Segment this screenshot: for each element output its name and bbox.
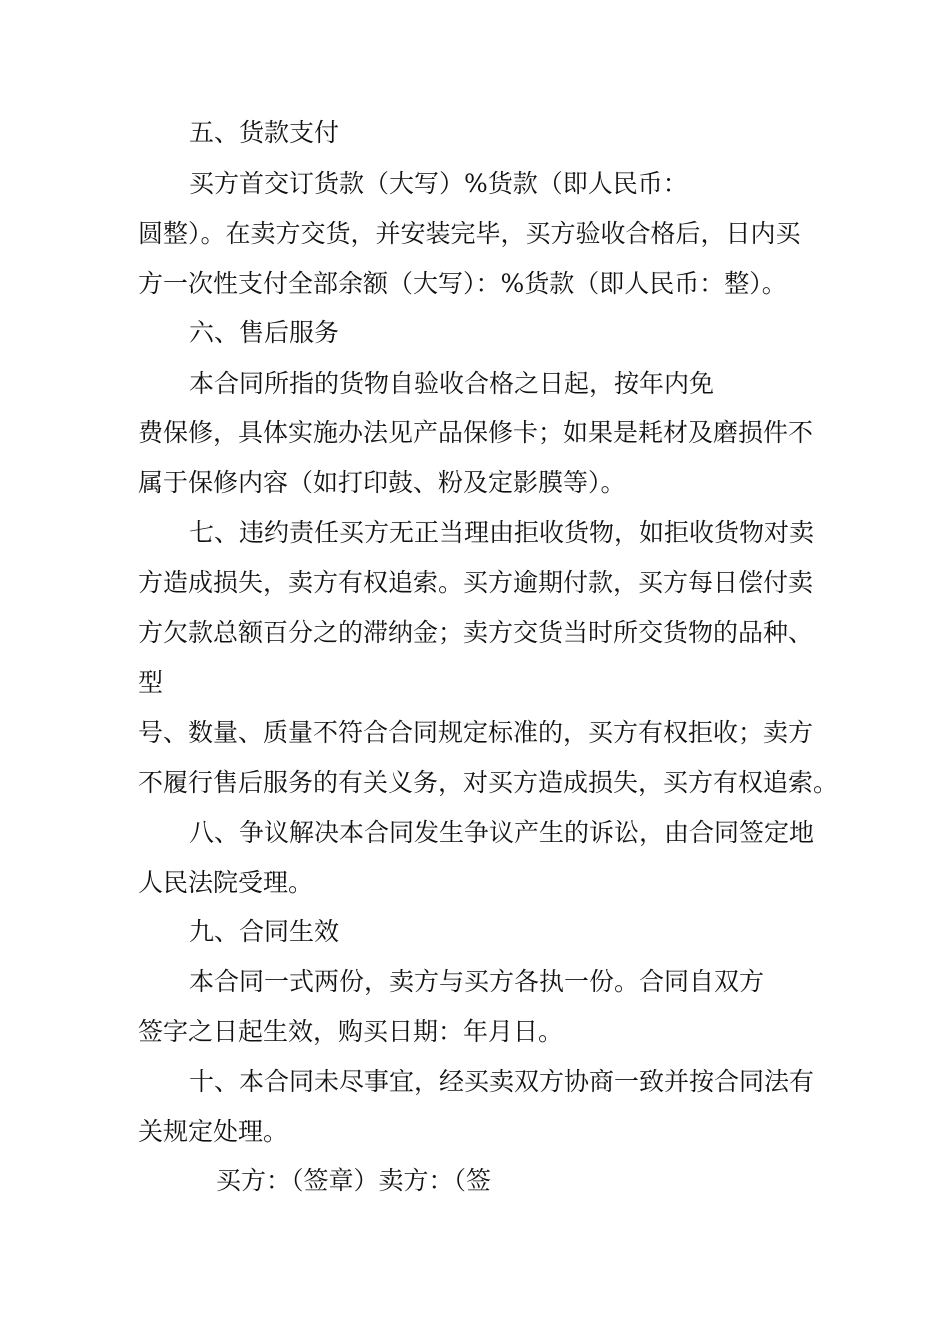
signature-line: 买方：（签章）卖方：（签 [216,1166,492,1195]
section-heading-payment: 五、货款支付 [189,118,340,147]
paragraph-line: 属于保修内容（如打印鼓、粉及定影膜等）。 [138,468,626,497]
paragraph-line: 人民法院受理。 [138,868,314,897]
section-heading-after-sales: 六、售后服务 [189,318,340,347]
paragraph-line: 方欠款总额百分之的滞纳金；卖方交货当时所交货物的品种、 [138,618,814,647]
paragraph-line: 号、数量、质量不符合合同规定标准的，买方有权拒收；卖方 [138,718,814,747]
paragraph-line: 本合同一式两份，卖方与买方各执一份。合同自双方 [189,967,765,996]
paragraph-line: 圆整）。在卖方交货，并安装完毕，买方验收合格后，日内买 [138,219,801,248]
section-heading-liability: 七、违约责任买方无正当理由拒收货物，如拒收货物对卖 [189,518,815,547]
paragraph-line: 不履行售后服务的有关义务，对买方造成损失，买方有权追索。 [138,768,839,797]
paragraph-line: 方造成损失，卖方有权追索。买方逾期付款，买方每日偿付卖 [138,568,814,597]
paragraph-line: 型 [138,668,164,697]
section-heading-misc: 十、本合同未尽事宜，经买卖双方协商一致并按合同法有 [189,1067,815,1096]
paragraph-line: 费保修，具体实施办法见产品保修卡；如果是耗材及磨损件不 [138,418,814,447]
paragraph-line: 方一次性支付全部余额（大写）：%货款（即人民币：整）。 [138,269,787,298]
section-heading-effective: 九、合同生效 [189,917,340,946]
section-heading-dispute: 八、争议解决本合同发生争议产生的诉讼，由合同签定地 [189,818,815,847]
paragraph-line: 签字之日起生效，购买日期：年月日。 [138,1017,564,1046]
paragraph-line: 本合同所指的货物自验收合格之日起，按年内免 [189,369,715,398]
paragraph-line: 关规定处理。 [138,1117,289,1146]
paragraph-line: 买方首交订货款（大写）%货款（即人民币： [189,169,688,198]
